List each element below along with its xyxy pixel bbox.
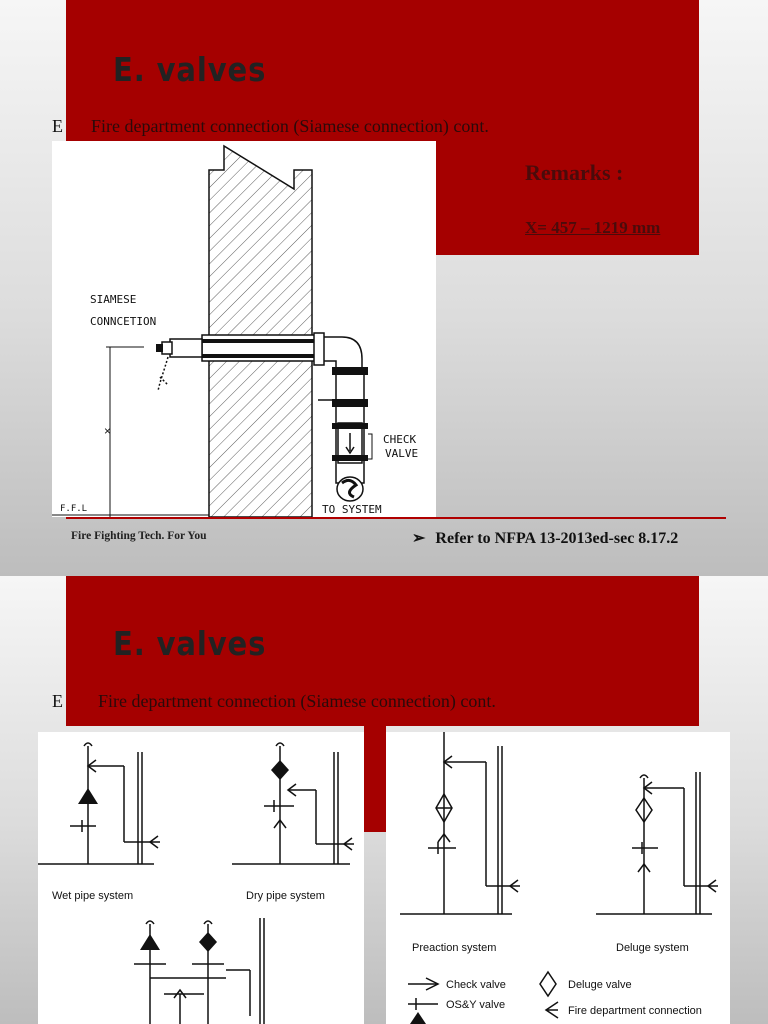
- legend-deluge-valve: Deluge valve: [568, 979, 632, 991]
- check-valve-label-1: CHECK: [383, 433, 417, 446]
- dry-pipe-valve: [271, 760, 289, 780]
- alarm-check-valve-wet: [78, 788, 98, 804]
- slide-subtitle: [52, 691, 652, 715]
- alarm-valve-legend-icon: [410, 1012, 426, 1024]
- wet-dry-svg: [38, 732, 364, 1024]
- to-system-label: TO SYSTEM: [322, 503, 382, 516]
- wet-pipe-caption: Wet pipe system: [52, 890, 134, 902]
- preaction-deluge-svg: [386, 732, 730, 1024]
- preaction-caption: Preaction system: [412, 942, 497, 954]
- x-range-value: X= 457 – 1219 mm: [525, 218, 661, 237]
- slide-subtitle: [52, 116, 652, 140]
- dry-valve-combined: [199, 932, 217, 952]
- red-title-block-extension: [364, 726, 386, 832]
- wall-section: [209, 146, 312, 517]
- footer-text: Fire Fighting Tech. For You: [71, 530, 207, 542]
- preaction-deluge-diagrams: [386, 732, 730, 1024]
- x-dimension-label: ×: [104, 424, 112, 438]
- siamese-connection-drawing: [52, 141, 436, 517]
- remarks-label: Remarks :: [525, 160, 624, 185]
- footer-rule: [66, 517, 726, 519]
- siamese-connection-svg: [52, 141, 436, 517]
- legend-fdc: Fire department connection: [568, 1005, 702, 1017]
- reference-bullet: [412, 528, 678, 548]
- slide-title: E. valves: [113, 624, 267, 663]
- wet-dry-pipe-diagrams: [38, 732, 364, 1024]
- arrow-bullet-icon: ➢: [412, 530, 426, 547]
- subtitle-text: Fire department connection (Siamese connection) cont.: [91, 116, 489, 136]
- slide-2: [0, 576, 768, 1024]
- subtitle-text: Fire department connection (Siamese connection) cont.: [98, 691, 496, 711]
- subtitle-letter: E: [52, 116, 63, 136]
- check-valve-label-2: VALVE: [385, 447, 419, 460]
- subtitle-letter: E: [52, 691, 63, 711]
- siamese-fitting: [170, 339, 202, 357]
- siamese-label-2: CONNCETION: [90, 315, 157, 328]
- ffl-label: F.F.L: [60, 504, 88, 514]
- deluge-caption: Deluge system: [616, 942, 689, 954]
- alarm-valve-combined: [140, 934, 160, 950]
- dry-pipe-caption: Dry pipe system: [246, 890, 325, 902]
- legend-osy-valve: OS&Y valve: [446, 999, 506, 1011]
- slide-title: E. valves: [113, 50, 267, 89]
- legend-check-valve: Check valve: [446, 979, 506, 991]
- siamese-label-1: SIAMESE: [90, 293, 137, 306]
- reference-text: Refer to NFPA 13-2013ed-sec 8.17.2: [435, 530, 679, 547]
